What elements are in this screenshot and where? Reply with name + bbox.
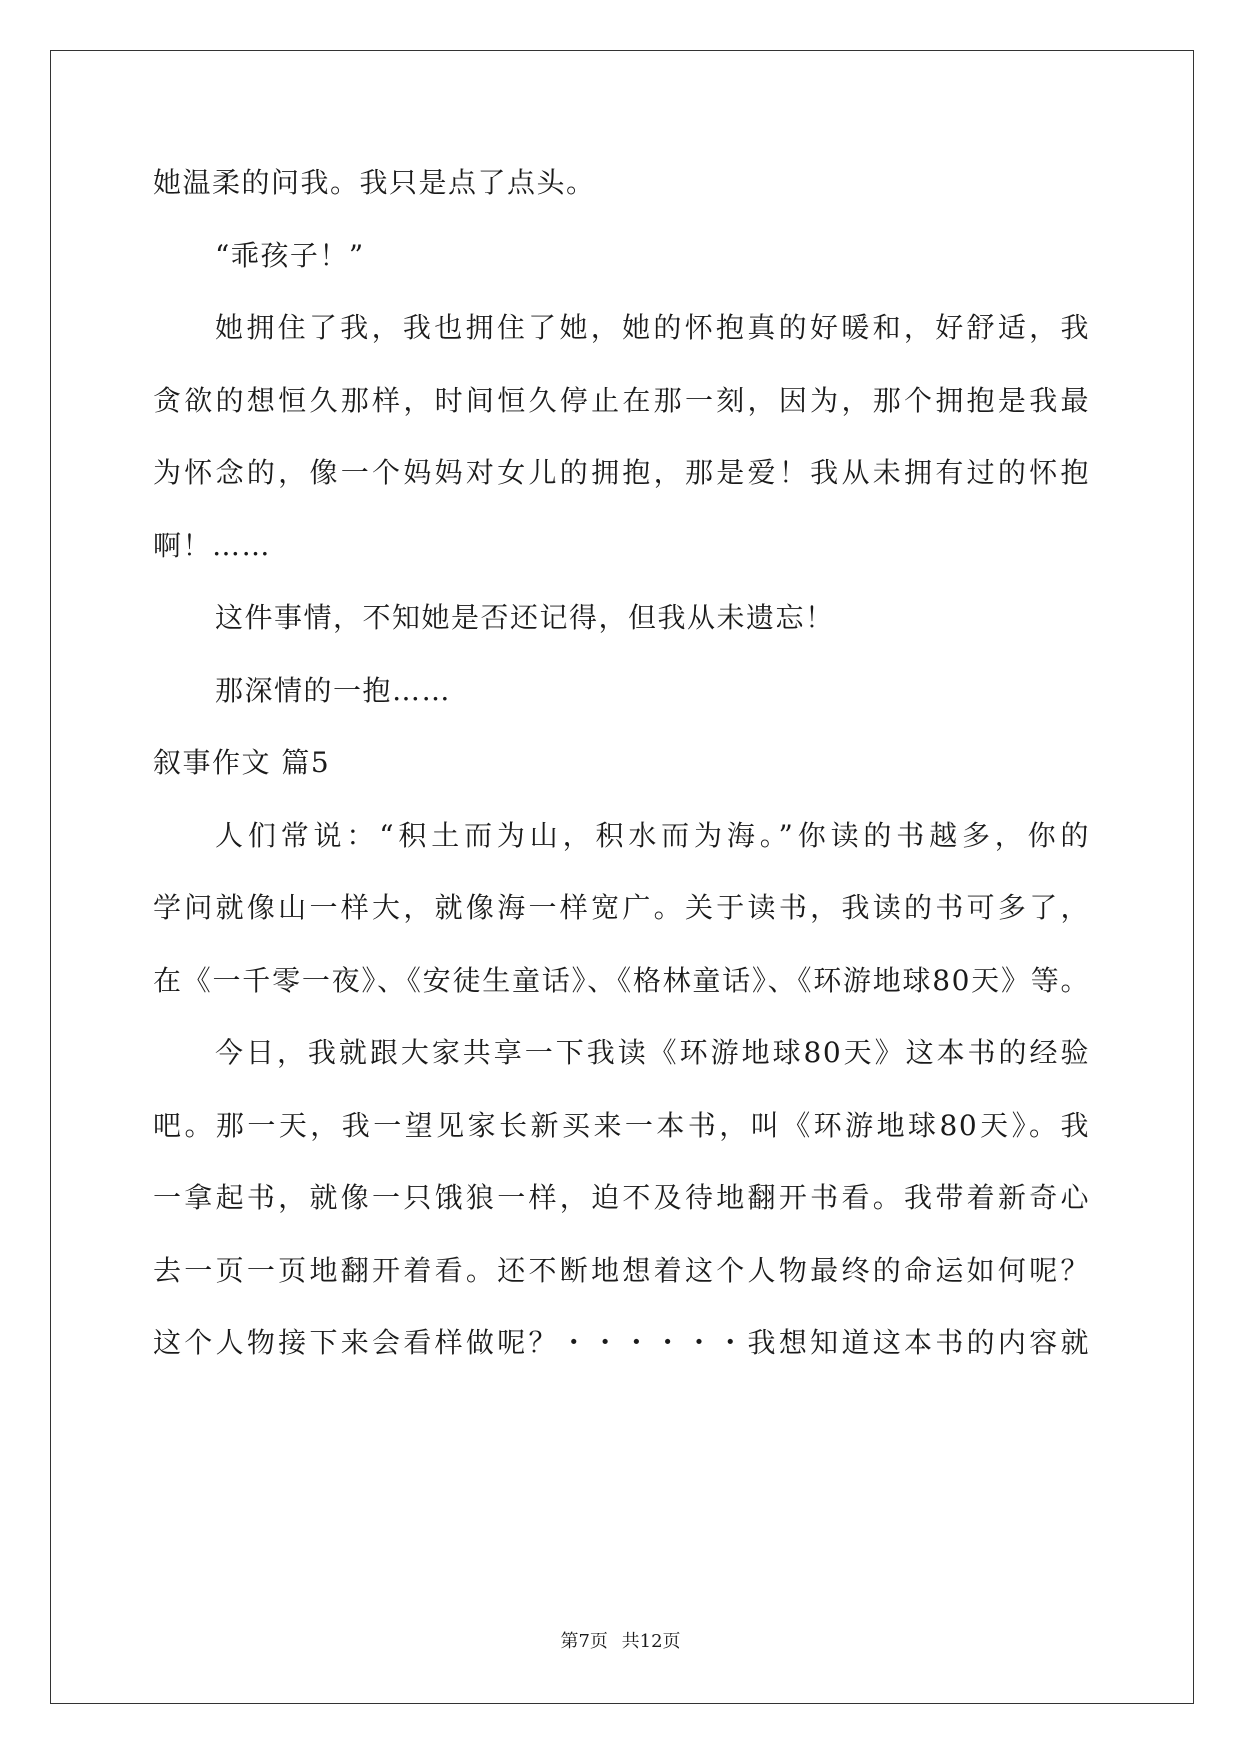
text-line: 吧。那一天，我一望见家长新买来一本书，叫《环游地球80天》。我 bbox=[153, 1108, 1090, 1142]
text-line: 人们常说：“积土而为山，积水而为海。”你读的书越多，你的 bbox=[215, 818, 1090, 852]
text-line: 啊！…… bbox=[153, 528, 272, 562]
text-line: 她温柔的问我。我只是点了点头。 bbox=[153, 166, 596, 199]
text-line: 在《一千零一夜》、《安徒生童话》、《格林童话》、《环游地球80天》等。 bbox=[153, 963, 1090, 997]
text-line: 贪欲的想恒久那样，时间恒久停止在那一刻，因为，那个拥抱是我最 bbox=[153, 383, 1090, 417]
text-line: 她拥住了我，我也拥住了她，她的怀抱真的好暖和，好舒适，我 bbox=[215, 311, 1090, 344]
text-line: 这件事情，不知她是否还记得，但我从未遗忘！ bbox=[215, 601, 835, 634]
text-line: 学问就像山一样大，就像海一样宽广。关于读书，我读的书可多了， bbox=[153, 891, 1090, 924]
text-line: 叙事作文 篇5 bbox=[153, 746, 331, 779]
text-line: 这个人物接下来会看样做呢？・・・・・・我想知道这本书的内容就 bbox=[153, 1326, 1090, 1359]
text-line: 去一页一页地翻开着看。还不断地想着这个人物最终的命运如何呢？ bbox=[153, 1253, 1090, 1287]
text-line: 一拿起书，就像一只饿狼一样，迫不及待地翻开书看。我带着新奇心 bbox=[153, 1181, 1090, 1214]
text-line: 今日，我就跟大家共享一下我读《环游地球80天》这本书的经验 bbox=[215, 1036, 1090, 1069]
page-total: 共12页 bbox=[621, 1631, 681, 1652]
page-border bbox=[50, 50, 1194, 1704]
page-number: 第7页 bbox=[560, 1631, 608, 1652]
page-footer bbox=[0, 1630, 1241, 1654]
text-line: 为怀念的，像一个妈妈对女儿的拥抱，那是爱！我从未拥有过的怀抱 bbox=[153, 456, 1090, 489]
text-line: 那深情的一抱…… bbox=[215, 673, 452, 707]
text-line: “乖孩子！” bbox=[215, 238, 365, 272]
